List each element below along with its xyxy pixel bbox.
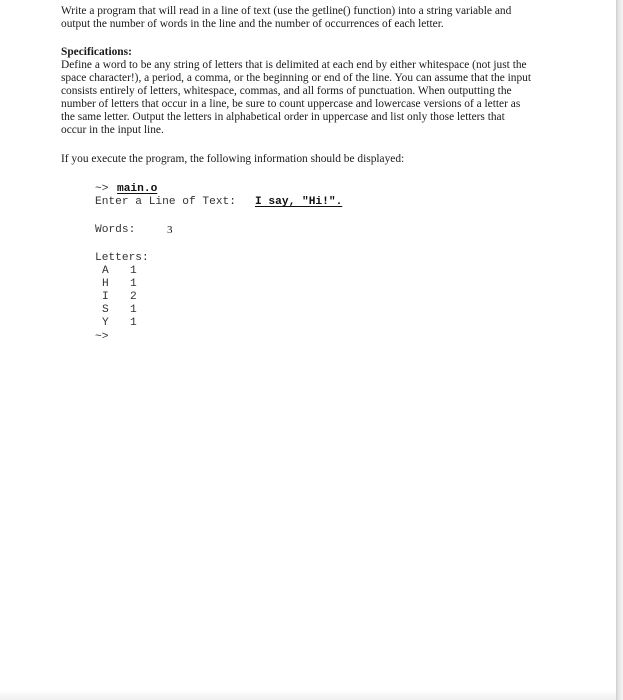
terminal-prompt: ~> <box>95 183 109 195</box>
page-bottom-shadow <box>0 690 616 700</box>
terminal-command: main.o <box>117 183 158 195</box>
intro-line-2: output the number of words in the line and the number of occurrences of each letter. <box>61 18 444 30</box>
spec-line-1: Define a word to be any string of letters that is delimited at each end by either whitespace (not just the <box>61 59 527 71</box>
letter-h: H <box>102 278 109 290</box>
letter-s-count: 1 <box>130 304 137 316</box>
letter-a-count: 1 <box>130 265 137 277</box>
words-label: Words: <box>95 224 136 236</box>
letters-label: Letters: <box>95 252 149 264</box>
execute-text: If you execute the program, the following information should be displayed: <box>61 153 405 165</box>
letter-a: A <box>102 265 109 277</box>
words-count: 3 <box>167 224 173 236</box>
spec-line-5: the same letter. Output the letters in alphabetical order in uppercase and list only those letters that <box>61 111 505 123</box>
spec-line-3: consists entirely of letters, whitespace, commas, and all forms of punctuation. When outputting the <box>61 85 512 97</box>
letter-i: I <box>102 291 109 303</box>
letter-s: S <box>102 304 109 316</box>
spec-line-2: space character!), a period, a comma, or the beginning or end of the line. You can assume that the input <box>61 72 532 84</box>
specifications-heading: Specifications: <box>61 46 132 58</box>
letter-y: Y <box>102 317 109 329</box>
letter-h-count: 1 <box>130 278 137 290</box>
input-label: Enter a Line of Text: <box>95 196 236 208</box>
letter-y-count: 1 <box>130 317 137 329</box>
letter-i-count: 2 <box>130 291 137 303</box>
end-prompt: ~> <box>95 331 109 343</box>
spec-line-4: number of letters that occur in a line, be sure to count uppercase and lowercase versions of a letter as <box>61 98 521 110</box>
spec-line-6: occur in the input line. <box>61 124 164 136</box>
intro-line-1: Write a program that will read in a line of text (use the getline() function) into a string variable and <box>61 5 512 17</box>
input-value: I say, "Hi!". <box>255 196 343 208</box>
page-right-edge <box>616 0 623 700</box>
